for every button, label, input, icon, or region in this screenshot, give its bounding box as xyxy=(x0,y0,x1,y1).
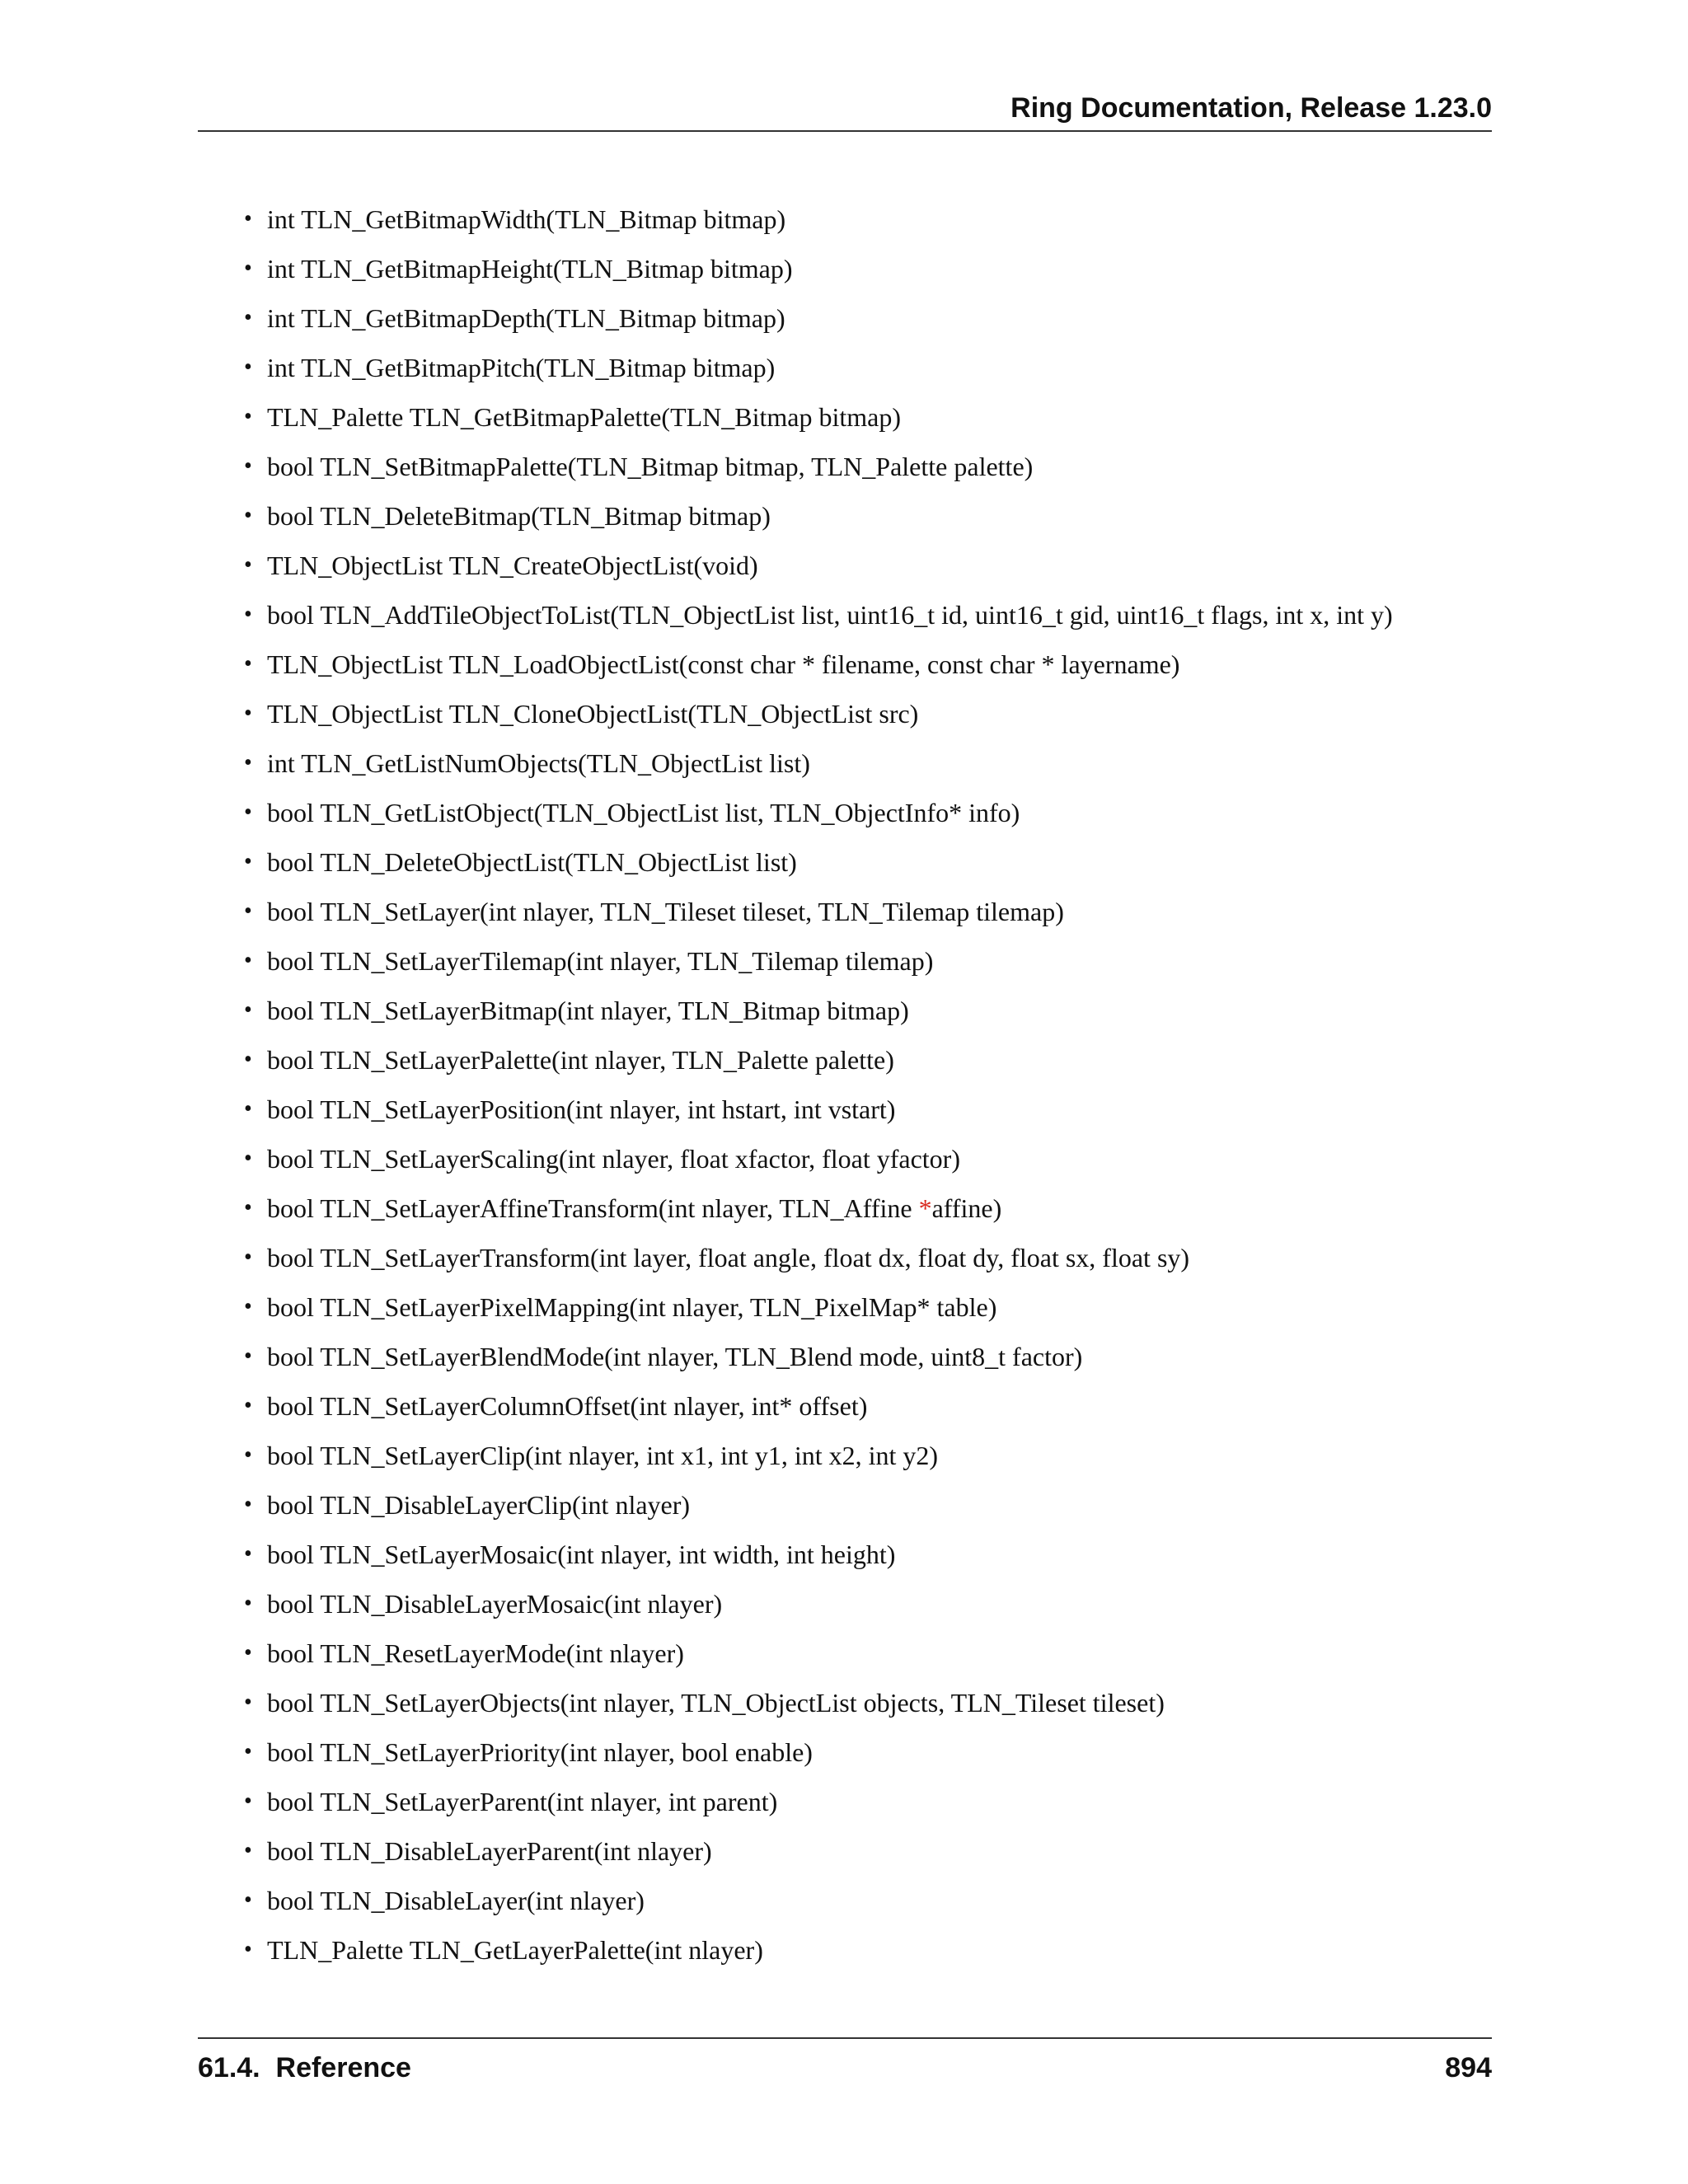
list-item xyxy=(244,640,1530,689)
bullet: • xyxy=(244,1690,252,1715)
function-signature: bool TLN_SetLayerPixelMapping(int nlayer, TLN_PixelMap* table) xyxy=(267,1292,997,1322)
bullet: • xyxy=(244,1640,252,1666)
list-item xyxy=(244,1826,1530,1876)
function-signature: bool TLN_SetLayerParent(int nlayer, int parent) xyxy=(267,1787,778,1816)
bullet: • xyxy=(244,1442,252,1468)
bullet: • xyxy=(244,701,252,726)
page-header xyxy=(198,89,1492,132)
function-signature: TLN_ObjectList TLN_LoadObjectList(const char * filename, const char * layername) xyxy=(267,649,1180,679)
list-item xyxy=(244,1134,1530,1183)
function-signature: int TLN_GetBitmapHeight(TLN_Bitmap bitmap) xyxy=(267,254,793,284)
bullet: • xyxy=(244,799,252,825)
bullet: • xyxy=(244,1343,252,1369)
list-item xyxy=(244,1332,1530,1381)
list-item xyxy=(244,491,1530,541)
function-signature: int TLN_GetBitmapPitch(TLN_Bitmap bitmap) xyxy=(267,353,776,382)
function-signature: bool TLN_DeleteBitmap(TLN_Bitmap bitmap) xyxy=(267,501,771,531)
function-signature: bool TLN_SetLayerMosaic(int nlayer, int width, int height) xyxy=(267,1540,896,1569)
function-signature: bool TLN_SetLayerClip(int nlayer, int x1, int y1, int x2, int y2) xyxy=(267,1441,939,1470)
bullet: • xyxy=(244,1591,252,1616)
function-signature: bool TLN_SetLayerPalette(int nlayer, TLN_Palette palette) xyxy=(267,1045,894,1075)
list-item xyxy=(244,1035,1530,1085)
function-signature: bool TLN_SetLayerScaling(int nlayer, float xfactor, float yfactor) xyxy=(267,1144,960,1174)
function-signature: TLN_Palette TLN_GetLayerPalette(int nlayer) xyxy=(267,1935,763,1965)
list-item xyxy=(244,936,1530,986)
bullet: • xyxy=(244,305,252,330)
bullet: • xyxy=(244,404,252,429)
function-signature: bool TLN_SetBitmapPalette(TLN_Bitmap bitmap, TLN_Palette palette) xyxy=(267,452,1034,481)
function-list xyxy=(244,194,1530,1975)
function-signature: bool TLN_SetLayer(int nlayer, TLN_Tileset tileset, TLN_Tilemap tilemap) xyxy=(267,897,1064,926)
list-item xyxy=(244,1480,1530,1530)
function-signature: bool TLN_AddTileObjectToList(TLN_ObjectList list, uint16_t id, uint16_t gid, uint16_t flags, int x, int y) xyxy=(267,600,1393,630)
bullet: • xyxy=(244,602,252,627)
bullet: • xyxy=(244,1838,252,1863)
asterisk-mark: * xyxy=(918,1193,932,1223)
bullet: • xyxy=(244,651,252,677)
list-item xyxy=(244,1282,1530,1332)
bullet: • xyxy=(244,1294,252,1319)
bullet: • xyxy=(244,750,252,776)
bullet: • xyxy=(244,453,252,479)
function-signature: bool TLN_SetLayerBlendMode(int nlayer, TLN_Blend mode, uint8_t factor) xyxy=(267,1342,1083,1371)
list-item xyxy=(244,1233,1530,1282)
function-signature: bool TLN_DisableLayer(int nlayer) xyxy=(267,1886,645,1915)
bullet: • xyxy=(244,1887,252,1913)
function-signature: bool TLN_SetLayerColumnOffset(int nlayer, int* offset) xyxy=(267,1391,868,1421)
function-signature: bool TLN_DisableLayerMosaic(int nlayer) xyxy=(267,1589,723,1619)
bullet: • xyxy=(244,1541,252,1567)
page-number: 894 xyxy=(1445,2052,1492,2083)
bullet: • xyxy=(244,1096,252,1122)
header-title: Ring Documentation, Release 1.23.0 xyxy=(1010,92,1492,124)
list-item xyxy=(244,986,1530,1035)
function-signature: bool TLN_ResetLayerMode(int nlayer) xyxy=(267,1638,684,1668)
function-signature: int TLN_GetBitmapWidth(TLN_Bitmap bitmap) xyxy=(267,204,786,234)
bullet: • xyxy=(244,206,252,232)
bullet: • xyxy=(244,948,252,973)
list-item xyxy=(244,1727,1530,1777)
list-item xyxy=(244,1678,1530,1727)
list-item xyxy=(244,1183,1530,1233)
list-item xyxy=(244,788,1530,837)
list-item xyxy=(244,392,1530,442)
list-item xyxy=(244,1925,1530,1975)
bullet: • xyxy=(244,1393,252,1418)
bullet: • xyxy=(244,354,252,380)
function-signature: TLN_ObjectList TLN_CloneObjectList(TLN_ObjectList src) xyxy=(267,699,919,729)
bullet: • xyxy=(244,1492,252,1517)
list-item xyxy=(244,1876,1530,1925)
bullet: • xyxy=(244,1788,252,1814)
list-item xyxy=(244,1381,1530,1431)
bullet: • xyxy=(244,1244,252,1270)
signature-prefix: bool TLN_SetLayerAffineTransform(int nlayer, TLN_Affine xyxy=(267,1193,919,1223)
function-signature: bool TLN_GetListObject(TLN_ObjectList list, TLN_ObjectInfo* info) xyxy=(267,798,1020,827)
function-signature: bool TLN_DeleteObjectList(TLN_ObjectList list) xyxy=(267,847,797,877)
bullet: • xyxy=(244,503,252,528)
bullet: • xyxy=(244,898,252,924)
bullet: • xyxy=(244,1047,252,1072)
signature-suffix: affine) xyxy=(931,1193,1002,1223)
list-item xyxy=(244,442,1530,491)
list-item xyxy=(244,1431,1530,1480)
list-item xyxy=(244,837,1530,887)
list-item xyxy=(244,244,1530,293)
function-signature: bool TLN_DisableLayerClip(int nlayer) xyxy=(267,1490,691,1520)
bullet: • xyxy=(244,552,252,578)
bullet: • xyxy=(244,255,252,281)
function-signature: int TLN_GetListNumObjects(TLN_ObjectList list) xyxy=(267,748,810,778)
list-item xyxy=(244,689,1530,738)
list-item xyxy=(244,1579,1530,1629)
list-item xyxy=(244,293,1530,343)
function-signature: bool TLN_SetLayerPriority(int nlayer, bool enable) xyxy=(267,1737,813,1767)
bullet: • xyxy=(244,1146,252,1171)
list-item xyxy=(244,1777,1530,1826)
bullet: • xyxy=(244,849,252,874)
function-signature: bool TLN_SetLayerBitmap(int nlayer, TLN_Bitmap bitmap) xyxy=(267,996,909,1025)
list-item xyxy=(244,541,1530,590)
page-footer xyxy=(198,2037,1492,2097)
function-signature: bool TLN_DisableLayerParent(int nlayer) xyxy=(267,1836,712,1866)
function-signature: bool TLN_SetLayerPosition(int nlayer, int hstart, int vstart) xyxy=(267,1094,896,1124)
list-item xyxy=(244,590,1530,640)
bullet: • xyxy=(244,1937,252,1962)
list-item xyxy=(244,1629,1530,1678)
function-signature: int TLN_GetBitmapDepth(TLN_Bitmap bitmap) xyxy=(267,303,785,333)
function-signature: bool TLN_SetLayerTilemap(int nlayer, TLN_Tilemap tilemap) xyxy=(267,946,934,976)
function-signature: bool TLN_SetLayerObjects(int nlayer, TLN_ObjectList objects, TLN_Tileset tileset) xyxy=(267,1688,1165,1718)
function-signature: TLN_ObjectList TLN_CreateObjectList(void) xyxy=(267,551,758,580)
function-signature: bool TLN_SetLayerTransform(int layer, float angle, float dx, float dy, float sx, float sy) xyxy=(267,1243,1190,1272)
list-item xyxy=(244,194,1530,244)
function-signature: TLN_Palette TLN_GetBitmapPalette(TLN_Bitmap bitmap) xyxy=(267,402,902,432)
footer-section-title: 61.4. Reference xyxy=(198,2052,411,2083)
list-item xyxy=(244,1530,1530,1579)
bullet: • xyxy=(244,997,252,1023)
list-item xyxy=(244,1085,1530,1134)
list-item xyxy=(244,343,1530,392)
bullet: • xyxy=(244,1195,252,1221)
function-signature xyxy=(267,1183,1001,1233)
list-item xyxy=(244,887,1530,936)
list-item xyxy=(244,738,1530,788)
bullet: • xyxy=(244,1739,252,1765)
